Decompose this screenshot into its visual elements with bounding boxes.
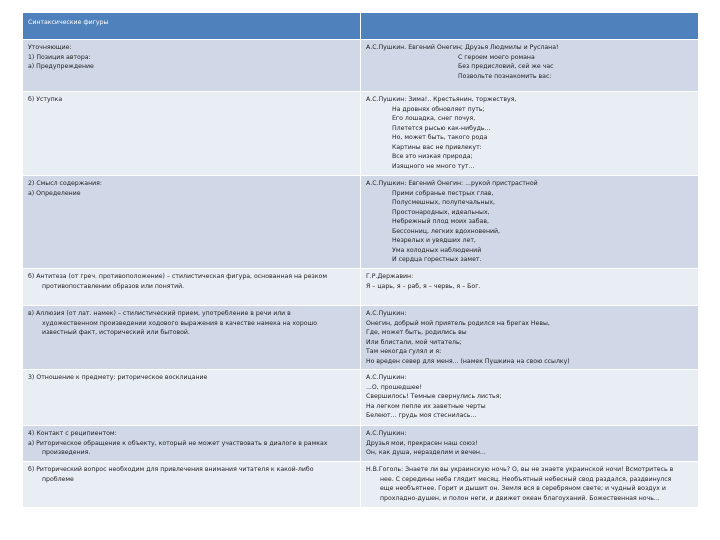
header-title: Синтаксические фигуры <box>28 19 109 26</box>
example-cell: А.С.Пушкин: Евгений Онегин: ...рукой пристрастной Прими собранье пестрых глав, Полусмешных, полупечальных, Простонародных, идеальных, Небрежный плод моих забав, Бессонниц, легких вдохновений, Незрелых и увядших лет, Ума холодных наблюдений И сердца горестных замет. <box>361 176 699 269</box>
figure-cell: 4) Контакт с реципиентом: а) Риторическое обращение к объекту, который не может участвовать в диалоге в рамках произведения. <box>23 426 361 462</box>
table-row <box>23 426 699 462</box>
example-cell: А.С.Пушкин: Друзья мои, прекрасен наш союз! Он, как душа, неразделим и вечен... <box>361 426 699 462</box>
example-cell: А.С.Пушкин. Евгений Онегин; Друзья Людмилы и Руслана! С героем моего романа Без предисловий, сей же час Позвольте познакомить вас: <box>361 40 699 92</box>
table-row <box>23 306 699 370</box>
table-row <box>23 370 699 426</box>
example-cell: А.С.Пушкин: ...О, прошедшее! Свершилось! Темные свернулись листья; На легком пепле их заветные черты Белеют... грудь моя стеснилась... <box>361 370 699 426</box>
header-title-cell <box>23 13 361 40</box>
header-empty-cell <box>361 13 699 40</box>
table-row <box>23 92 699 176</box>
table-row <box>23 176 699 269</box>
figure-cell: б) Антитеза (от греч. противоположение) – стилистическая фигура, основанная на резком противопоставлении образов или понятий. <box>23 269 361 306</box>
example-cell: А.С.Пушкин: Онегин, добрый мой приятель родился на брегах Невы, Где, может быть, родились вы Или блистали, мой читатель; Там некогда гулял и я: Но вреден север для меня... (намек Пушкина на свою ссылку) <box>361 306 699 370</box>
header-row <box>23 13 699 40</box>
figure-cell: Уточняющие: 1) Позиция автора: а) Предупреждение <box>23 40 361 92</box>
stylistic-figures-table <box>22 12 699 508</box>
table-row <box>23 269 699 306</box>
figure-cell: 2) Смысл содержания: а) Определение <box>23 176 361 269</box>
figure-cell: 3) Отношение к предмету: риторическое восклицание <box>23 370 361 426</box>
figure-cell: б) Риторический вопрос необходим для привлечения внимания читателя к какой-либо проблеме <box>23 462 361 508</box>
table-row <box>23 462 699 508</box>
example-cell: Н.В.Гоголь: Знаете ли вы украинскую ночь? О, вы не знаете украинской ночи! Всмотритесь в нее. С середины неба глядит месяц. Необъятный небесный свод раздался, раздвинулся еще необъятнее. Горит и дышит он. Земля вся в серебряном свете; и чудный воздух и прохладно-душен, и полон неги, и движет океан благоуханий. Божественная ночь... <box>361 462 699 508</box>
figure-cell: в) Аллюзия (от лат. намек) – стилистический прием, употребление в речи или в художественном произведении ходового выражения в качестве намека на хорошо известный факт, исторический или бытовой. <box>23 306 361 370</box>
table-row <box>23 40 699 92</box>
figure-cell: б) Уступка <box>23 92 361 176</box>
example-cell: Г.Р.Державин: Я – царь, я – раб, я – червь, я – Бог. <box>361 269 699 306</box>
example-cell: А.С.Пушкин: Зима!.. Крестьянин, торжествуя, На дровнях обновляет путь; Его лошадка, снег почуя, Плетется рысью как-нибудь... Но, может быть, такого рода Картины вас не привлекут: Все это низкая природа; Изящного не много тут... <box>361 92 699 176</box>
